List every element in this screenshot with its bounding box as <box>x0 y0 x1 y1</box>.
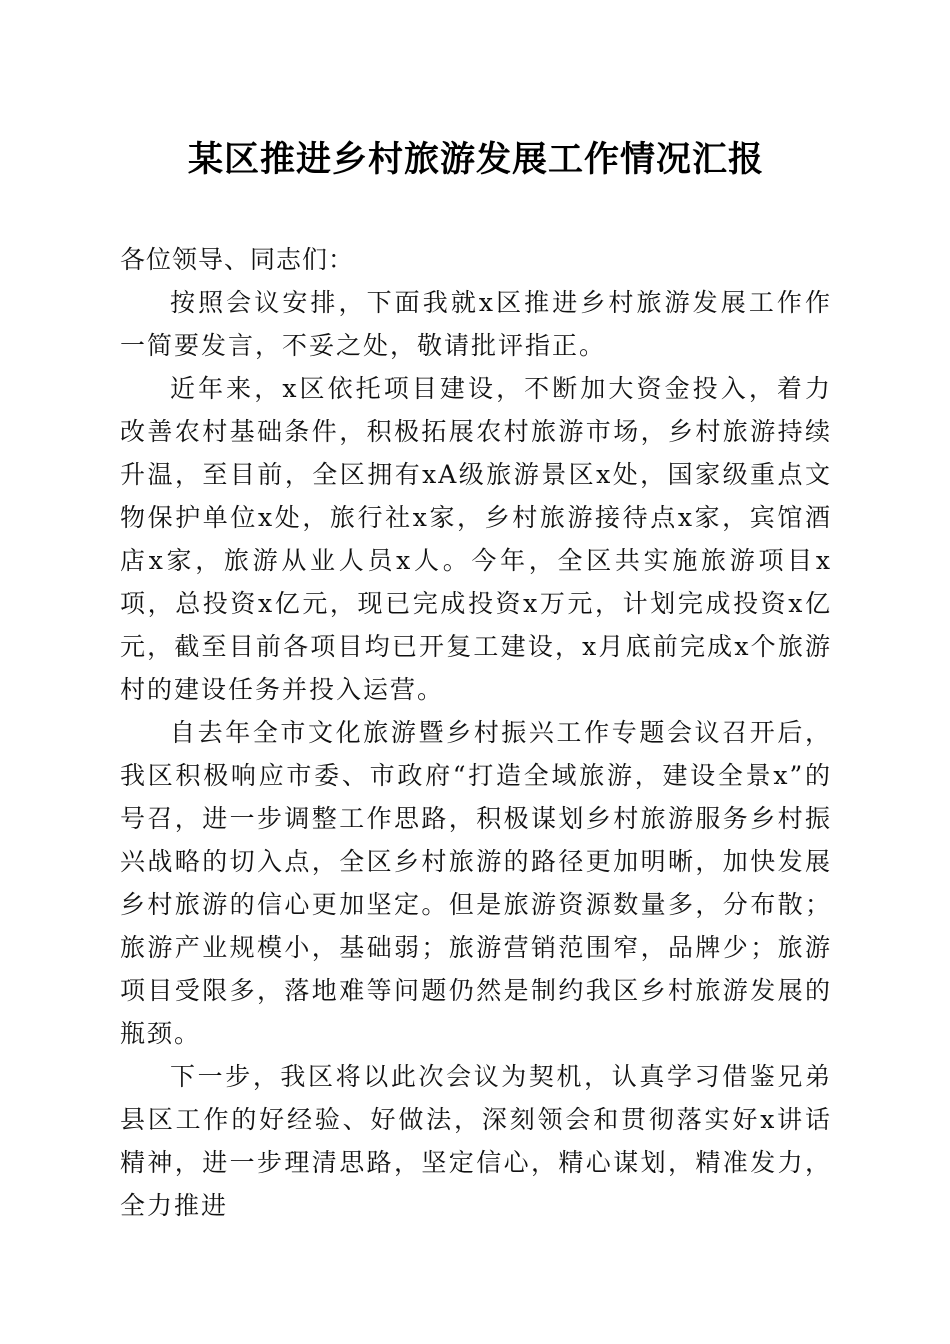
paragraph-progress-and-issues: 自去年全市文化旅游暨乡村振兴工作专题会议召开后，我区积极响应市委、市政府“打造全域旅游，建设全景x”的号召，进一步调整工作思路，积极谋划乡村旅游服务乡村振兴战略的切入点，全区乡村旅游的路径更加明晰，加快发展乡村旅游的信心更加坚定。但是旅游资源数量多，分布散；旅游产业规模小，基础弱；旅游营销范围窄，品牌少；旅游项目受限多，落地难等问题仍然是制约我区乡村旅游发展的瓶颈。 <box>120 718 832 1048</box>
paragraph-opening: 按照会议安排，下面我就x区推进乡村旅游发展工作作一简要发言，不妥之处，敬请批评指正。 <box>120 288 832 360</box>
paragraph-next-steps: 下一步，我区将以此次会议为契机，认真学习借鉴兄弟县区工作的好经验、好做法，深刻领会和贯彻落实好x讲话精神，进一步理清思路，坚定信心，精心谋划，精准发力，全力推进 <box>120 1062 832 1220</box>
paragraph-overview: 近年来，x区依托项目建设，不断加大资金投入，着力改善农村基础条件，积极拓展农村旅游市场，乡村旅游持续升温，至目前，全区拥有xA级旅游景区x处，国家级重点文物保护单位x处，旅行社x家，乡村旅游接待点x家，宾馆酒店x家，旅游从业人员x人。今年，全区共实施旅游项目x项，总投资x亿元，现已完成投资x万元，计划完成投资x亿元，截至目前各项目均已开复工建设，x月底前完成x个旅游村的建设任务并投入运营。 <box>120 374 832 704</box>
salutation: 各位领导、同志们： <box>120 245 355 274</box>
document-title: 某区推进乡村旅游发展工作情况汇报 <box>187 139 764 180</box>
